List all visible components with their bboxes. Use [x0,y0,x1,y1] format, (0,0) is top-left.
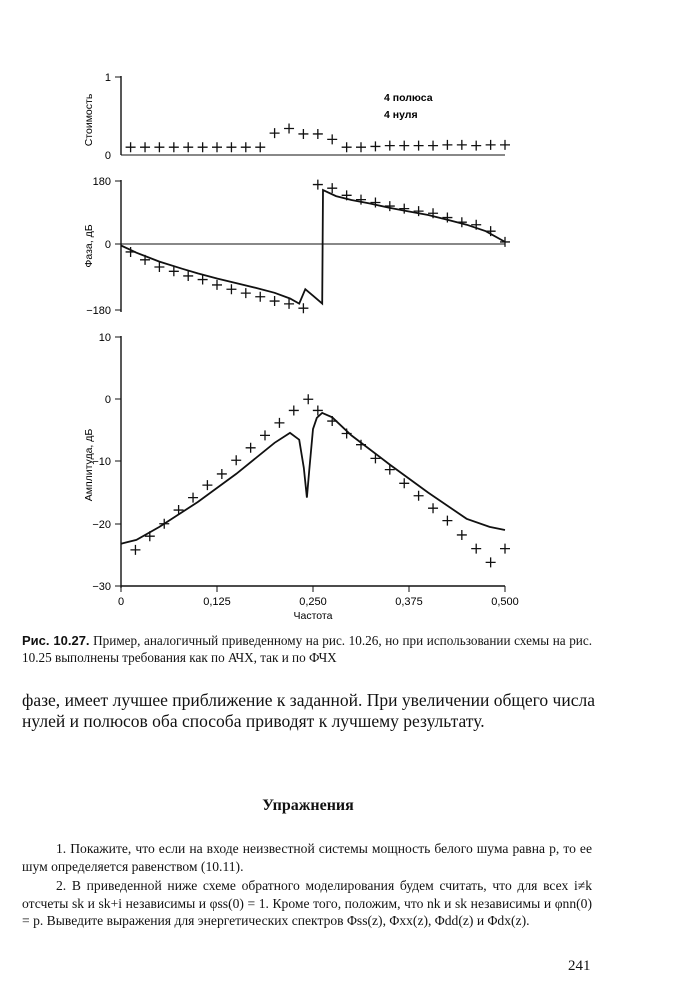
data-marker [226,284,236,294]
data-marker [284,123,294,133]
data-marker [174,505,184,515]
data-marker [486,557,496,567]
amp-tick-label-neg30: −30 [92,581,111,593]
amplitude-panel [83,332,519,622]
amp-y-ticks [115,337,121,586]
data-marker [428,503,438,513]
amp-x-label: Частота [293,610,333,622]
data-marker [226,142,236,152]
data-marker [188,493,198,503]
body-paragraph: фазе, имеет лучшее приближение к заданной. При увеличении общего числа нулей и полюсов оба способа приводят к лучшему результату. [22,690,595,731]
data-marker [370,141,380,151]
data-marker [183,142,193,152]
data-marker [217,469,227,479]
data-marker [442,140,452,150]
amp-y-label: Амплитуда, дБ [83,428,95,502]
data-marker [212,142,222,152]
data-marker [313,180,323,190]
data-marker [471,141,481,151]
data-marker [260,430,270,440]
cost-panel [83,72,510,162]
data-marker [486,226,496,236]
amp-x-tick-label-0375: 0,375 [395,596,423,608]
figure-caption [22,632,592,666]
phase-y-label: Фаза, дБ [83,224,95,268]
data-marker [342,428,352,438]
data-marker [399,478,409,488]
cost-markers [126,123,510,152]
data-marker [241,142,251,152]
amp-x-tick-label-0: 0 [117,596,125,608]
data-marker [500,544,510,554]
data-marker [356,440,366,450]
data-marker [130,545,140,555]
data-marker [274,418,284,428]
data-marker [241,288,251,298]
exercise-item: 2. В приведенной ниже схеме обратного моделирования будем считать, что для всех i≠k отсчеты sk и sk+i независимы и φss(0) = 1. Кроме того, положим, что nk и sk независимы и φnn(0) = p. Выведите выражения для энергетических спектров Φss(z), Φxx(z), Φdd(z) и Φdx(z). [22,878,592,928]
phase-panel [83,176,510,317]
data-marker [500,140,510,150]
data-marker [414,491,424,501]
data-marker [145,531,155,541]
data-marker [414,141,424,151]
caption-label: Рис. 10.27. [22,633,90,648]
amp-x-tick-label-0250: 0,250 [299,596,327,608]
amp-tick-label-0: 0 [104,394,111,406]
data-marker [231,455,241,465]
data-marker [303,394,313,404]
data-marker [356,142,366,152]
data-marker [327,183,337,193]
data-marker [140,142,150,152]
series-line [121,190,505,304]
data-marker [212,280,222,290]
data-marker [159,519,169,529]
data-marker [154,142,164,152]
data-marker [500,237,510,247]
data-marker [140,255,150,265]
exercise-item: 1. Покажите, что если на входе неизвестной системы мощность белого шума равна p, то ее шум определяется равенством (10.11). [22,841,592,874]
data-marker [298,129,308,139]
phase-tick-label-0: 0 [104,239,111,251]
caption-text: Пример, аналогичный приведенному на рис. 10.26, но при использовании схемы на рис. 10.25 выполнены требования как по АЧХ, так и по ФЧХ [22,633,593,665]
data-marker [327,416,337,426]
amplitude-series [121,394,510,567]
data-marker [457,217,467,227]
amp-tick-label-neg10: −10 [92,456,111,468]
data-marker [298,303,308,313]
page-number: 241 [568,958,591,974]
amp-x-tick-label-0500: 0,500 [491,596,519,608]
data-marker [457,530,467,540]
data-marker [486,140,496,150]
data-marker [255,292,265,302]
data-marker [370,453,380,463]
data-marker [198,142,208,152]
amp-tick-label-10: 10 [98,332,111,344]
data-marker [202,480,212,490]
amp-x-ticks [121,586,505,592]
exercise-list [22,840,592,932]
data-marker [255,142,265,152]
data-marker [270,128,280,138]
cost-annotation-zeros: 4 нуля [384,109,418,121]
cost-y-label: Стоимость [83,93,95,147]
data-marker [342,142,352,152]
cost-tick-label-0: 0 [104,150,111,162]
section-heading: Упражнения [262,797,354,814]
data-marker [327,134,337,144]
data-marker [126,142,136,152]
data-marker [442,516,452,526]
data-marker [289,405,299,415]
data-marker [385,141,395,151]
data-marker [385,201,395,211]
amp-tick-label-neg20: −20 [92,519,111,531]
phase-series [121,180,510,314]
data-marker [428,141,438,151]
data-marker [270,296,280,306]
phase-tick-label-180: 180 [92,176,111,188]
data-marker [471,544,481,554]
cost-tick-label-1: 1 [104,72,111,84]
data-marker [313,129,323,139]
cost-annotation-poles: 4 полюса [384,92,433,104]
data-marker [457,140,467,150]
data-marker [399,141,409,151]
data-marker [169,142,179,152]
phase-tick-label-neg180: −180 [86,305,111,317]
data-marker [246,443,256,453]
amp-x-tick-label-0125: 0,125 [203,596,231,608]
